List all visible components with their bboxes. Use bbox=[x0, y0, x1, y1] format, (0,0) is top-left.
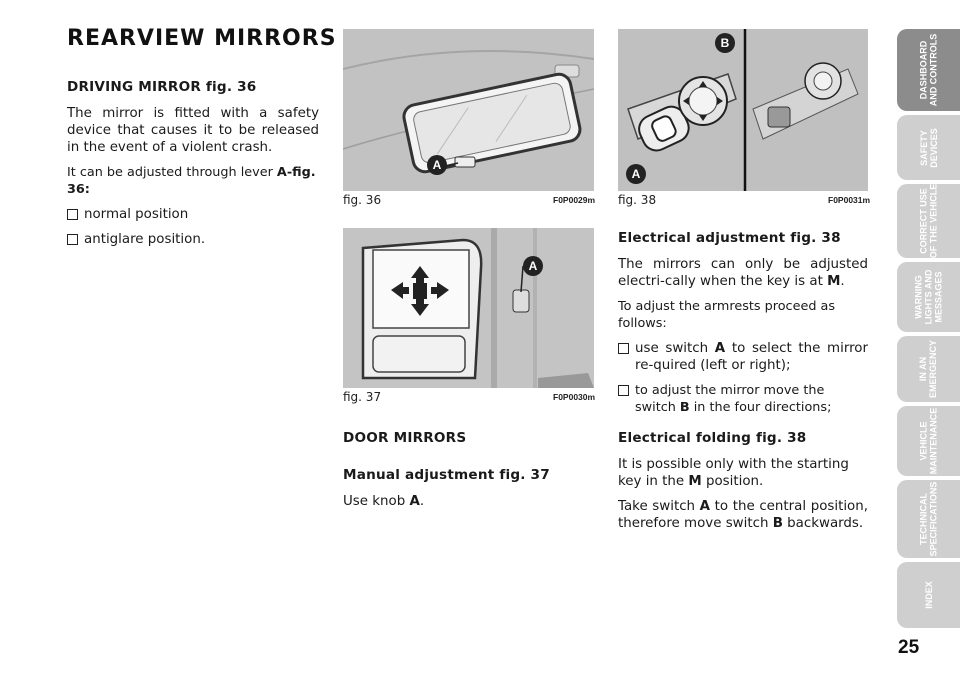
checkbox-bullet-icon bbox=[618, 343, 629, 354]
door-mirrors-heading: DOOR MIRRORS bbox=[343, 430, 467, 446]
rearview-mirror-illustration bbox=[343, 29, 594, 191]
figure-37-code: F0P0030m bbox=[553, 392, 596, 402]
tab-in-an-emergency[interactable]: IN AN EMERGENCY bbox=[897, 336, 960, 402]
list-item: antiglare position. bbox=[67, 231, 319, 248]
tab-vehicle-maintenance[interactable]: VEHICLE MAINTENANCE bbox=[897, 406, 960, 476]
page-title: REARVIEW MIRRORS bbox=[67, 26, 337, 51]
mirror-switch-illustration bbox=[618, 29, 868, 191]
electrical-adjustment-p2: To adjust the armrests proceed as follows: bbox=[618, 299, 836, 331]
list-item: to adjust the mirror move the switch B in the four directions; bbox=[618, 382, 868, 416]
figure-38-caption: fig. 38 bbox=[618, 193, 657, 207]
driving-mirror-heading: DRIVING MIRROR fig. 36 bbox=[67, 79, 257, 95]
checkbox-bullet-icon bbox=[618, 385, 629, 396]
list-item: use switch A to select the mirror re-quired (left or right); bbox=[618, 340, 868, 374]
figure-36-code: F0P0029m bbox=[553, 195, 596, 205]
tab-correct-use[interactable]: CORRECT USE OF THE VEHICLE bbox=[897, 184, 960, 258]
manual-adjustment-text: Use knob A. bbox=[343, 494, 425, 509]
tab-index[interactable]: INDEX bbox=[897, 562, 960, 628]
manual-adjustment-heading: Manual adjustment fig. 37 bbox=[343, 467, 550, 483]
tab-safety-devices[interactable]: SAFETY DEVICES bbox=[897, 115, 960, 180]
tab-warning-lights[interactable]: WARNING LIGHTS AND MESSAGES bbox=[897, 262, 960, 332]
figure-36-image bbox=[343, 29, 594, 191]
electrical-folding-heading: Electrical folding fig. 38 bbox=[618, 430, 807, 446]
driving-mirror-section bbox=[67, 79, 319, 256]
page-number: 25 bbox=[898, 637, 920, 658]
tab-technical-specifications[interactable]: TECHNICAL SPECIFICATIONS bbox=[897, 480, 960, 558]
figure-36-caption: fig. 36 bbox=[343, 193, 382, 207]
tab-dashboard-and-controls[interactable]: DASHBOARD AND CONTROLS bbox=[897, 29, 960, 111]
marker-b: B bbox=[715, 33, 735, 53]
marker-a: A bbox=[427, 155, 447, 175]
door-mirrors-section bbox=[343, 430, 595, 518]
driving-mirror-para1: The mirror is fitted with a safety device that causes it to be released in the event of a violent crash. bbox=[67, 106, 319, 155]
electrical-adjustment-p1: The mirrors can only be adjusted electri-cally when the key is at M. bbox=[618, 257, 868, 289]
figure-37-image bbox=[343, 228, 594, 388]
electrical-folding-p2: Take switch A to the central position, therefore move switch B backwards. bbox=[618, 499, 868, 531]
figure-37-caption: fig. 37 bbox=[343, 390, 382, 404]
electrical-adjustment-heading: Electrical adjustment fig. 38 bbox=[618, 230, 841, 246]
electrical-section bbox=[618, 230, 868, 540]
list-item: normal position bbox=[67, 206, 319, 223]
marker-a: A bbox=[523, 256, 543, 276]
driving-mirror-para2: It can be adjusted through lever A-fig. 36: bbox=[67, 165, 316, 197]
electrical-folding-p1: It is possible only with the starting key in the M position. bbox=[618, 457, 849, 489]
checkbox-bullet-icon bbox=[67, 234, 78, 245]
door-mirror-illustration bbox=[343, 228, 594, 388]
figure-38-image bbox=[618, 29, 868, 191]
checkbox-bullet-icon bbox=[67, 209, 78, 220]
figure-38-code: F0P0031m bbox=[828, 195, 871, 205]
marker-a: A bbox=[626, 164, 646, 184]
